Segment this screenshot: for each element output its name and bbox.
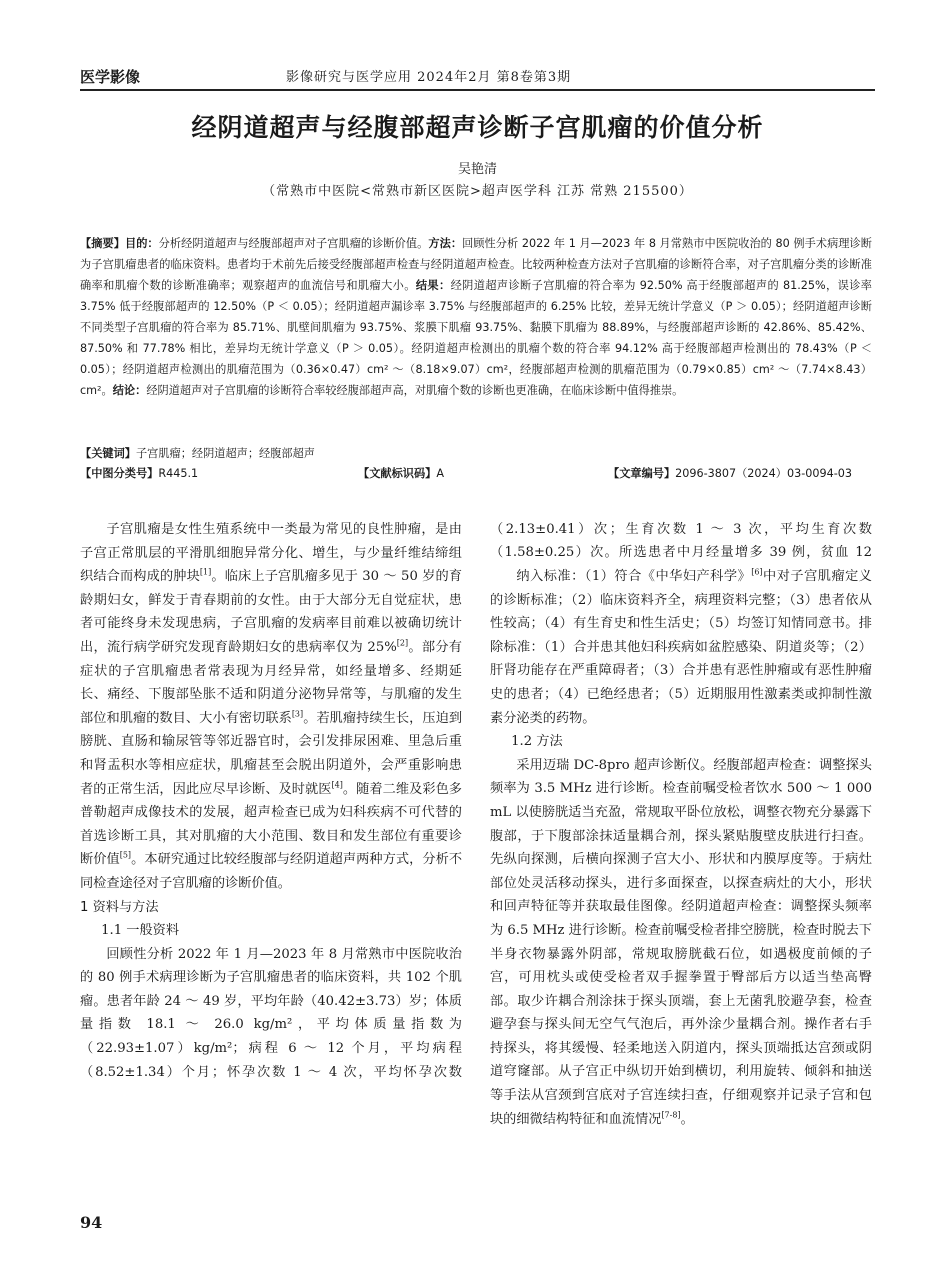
clc-value: R445.1 bbox=[158, 467, 199, 480]
doc-label: 【文献标识码】 bbox=[358, 467, 437, 480]
inclusion-text-1: 纳入标准：（1）符合《中华妇产科学》 bbox=[516, 569, 752, 584]
keywords-text: 子宫肌瘤；经阴道超声；经腹部超声 bbox=[135, 447, 315, 460]
section-label: 医学影像 bbox=[80, 68, 141, 86]
keywords bbox=[80, 443, 872, 464]
section-heading-1: 1 资料与方法 bbox=[80, 899, 159, 915]
abstract bbox=[80, 233, 872, 401]
results-text: 经阴道超声诊断子宫肌瘤的符合率为 92.50% 高于经腹部超声的 81.25%，误诊率 3.75% 低于经腹部超声的 12.50%（P ＜ 0.05）；经阴道超声漏诊率 3.75% 与经腹部超声的 6.25% 比较，差异无统计学意义（P ＞ 0.05）；经阴道超声诊断不同类型子宫肌瘤的符合率为 85.71%、肌壁间肌瘤为 93.75%、浆膜下肌瘤 93.75%、黏膜下肌瘤为 88.89%，与经腹部超声诊断的 42.86%、85.42%、87.50% 和 77.78% 相比，差异均无统计学意义（P ＞ 0.05）。经阴道超声检测出的肌瘤个数的符合率 94.12% 高于经腹部超声检测出的 78.43%（P ＜ 0.05）；经阴道超声检测出的肌瘤范围为（0.36×0.47）cm² ～（8.18×9.07）cm²，经腹部超声检测的肌瘤范围为（0.79×0.85）cm² ～（7.74×8.43）cm²。 bbox=[80, 279, 872, 397]
article-value: 2096-3807（2024）03-0094-03 bbox=[675, 467, 852, 480]
intro-text-3: 。部分有症状的子宫肌瘤患者常表现为月经异常，如经量增多、经期延长、痛经、下腹部坠胀不适和阴道分泌物异常等，与肌瘤的发生部位和肌瘤的数目、大小有密切联系 bbox=[80, 639, 462, 726]
citation-4: [4] bbox=[331, 780, 343, 790]
abstract-label: 【摘要】 bbox=[80, 237, 125, 250]
general-data-continued bbox=[490, 518, 872, 565]
results-label: 结果： bbox=[415, 279, 451, 292]
citation-2: [2] bbox=[396, 638, 409, 648]
article-title: 经阴道超声与经腹部超声诊断子宫肌瘤的价值分析 bbox=[191, 113, 764, 142]
intro-text-4: 。若肌瘤持续生长，压迫到膀胱、直肠和输尿管等邻近器官时，会引发排尿困难、里急后重和肾盂积水等相应症状，肌瘤甚至会脱出阴道外，会严重影响患者的正常生活，因此应尽早诊断、及时就医 bbox=[80, 710, 463, 797]
methods-body-end: 。 bbox=[680, 1111, 694, 1127]
doc-value: A bbox=[436, 467, 444, 480]
methods-label: 方法： bbox=[428, 237, 463, 250]
article-number bbox=[608, 465, 852, 481]
subsection-heading-1-1: 1.1 一般资料 bbox=[101, 923, 180, 939]
author: 吴艳清 bbox=[457, 162, 497, 177]
conclusion-text: 经阴道超声对子宫肌瘤的诊断符合率较经腹部超声高，对肌瘤个数的诊断也更准确，在临床诊断中值得推崇。 bbox=[146, 384, 684, 397]
citation-1: [1] bbox=[199, 567, 212, 577]
clc-code bbox=[80, 465, 198, 481]
objective-label: 目的： bbox=[124, 237, 159, 250]
objective-text: 分析经阴道超声与经腹部超声对子宫肌瘤的诊断价值。 bbox=[158, 237, 429, 250]
criteria-paragraph bbox=[490, 565, 872, 730]
methods-body-text: 采用迈瑞 DC-8pro 超声诊断仪。经腹部超声检查：调整探头频率为 3.5 MHz 进行诊断。检查前嘱受检者饮水 500 ～ 1 000 mL 以使膀胱适当充盈，常规取平卧位放松，调整衣物充分暴露下腹部，于下腹部涂抹适量耦合剂，探头紧贴腹壁皮肤进行扫查。先纵向探测，后横向探测子宫大小、形状和内膜厚度等。于病灶部位处灵活移动探头，进行多面探查，以探查病灶的大小，形状和回声特征等并获取最佳图像。经阴道超声检查：调整探头频率为 6.5 MHz 进行诊断。检查前嘱受检者排空膀胱，检查时脱去下半身衣物暴露外阴部，常规取膀胱截石位，如遇极度前倾的子宫，可用枕头或使受检者双手握拳置于臀部后方以适当垫高臀部。取少许耦合剂涂抹于探头顶端，套上无菌乳胶避孕套，检查避孕套与探头间无空气气泡后，再外涂少量耦合剂。操作者右手持探头，将其缓慢、轻柔地送入阴道内，探头顶端抵达宫颈或阴道穹窿部。从子宫正中纵切开始到横切，利用旋转、倾斜和抽送等手法从宫颈到宫底对子宫连续扫查，仔细观察并记录子宫和包块的细微结构特征和血流情况 bbox=[490, 757, 872, 1127]
methods-text: 回顾性分析 2022 年 1 月—2023 年 8 月常熟市中医院收治的 80 例手术病理诊断为子宫肌瘤患者的临床资料。患者均于术前先后接受经腹部超声检查与经阴道超声检查。比较两种检查方法对子宫肌瘤的诊断符合率，对子宫肌瘤分类的诊断准确率和肌瘤个数的诊断准确率；观察超声的血流信号和肌瘤大小。 bbox=[80, 237, 872, 292]
affiliation: （常熟市中医院<常熟市新区医院>超声医学科 江苏 常熟 215500） bbox=[262, 184, 693, 199]
conclusion-label: 结论： bbox=[112, 384, 147, 397]
methods-paragraph bbox=[490, 754, 872, 1132]
article-meta bbox=[80, 465, 872, 486]
left-column bbox=[80, 518, 462, 1085]
citation-7-8: [7-8] bbox=[661, 1110, 681, 1120]
general-data-paragraph: 回顾性分析 2022 年 1 月—2023 年 8 月常熟市中医院收治的 80 例手术病理诊断为子宫肌瘤患者的临床资料，共 102 个肌瘤。患者年龄 24 ～ 49 岁，平均年龄（40.42±3.73）岁；体质量指数 18.1 ～ 26.0 kg/m²，平均体质量指数为（22.93±1.07）kg/m²；病程 6 ～ 12 个月，平均病程（8.52±1.34）个月；怀孕次数 1 ～ 4 次，平均怀孕次数 bbox=[80, 946, 462, 1080]
clc-label: 【中图分类号】 bbox=[80, 467, 159, 480]
subsection-heading-1-2: 1.2 方法 bbox=[511, 734, 563, 750]
right-column bbox=[490, 518, 872, 1131]
keywords-label: 【关键词】 bbox=[80, 447, 136, 460]
intro-text-5: 。随着二维及彩色多普勒超声成像技术的发展，超声检查已成为妇科疾病不可代替的首选诊断工具，其对肌瘤的大小范围、数目和发生部位有重要诊断价值 bbox=[80, 781, 462, 868]
general-data-continued-text: （2.13±0.41）次；生育次数 1 ～ 3 次，平均生育次数（1.58±0.25）次。所选患者中月经量增多 39 例，贫血 12 bbox=[490, 521, 872, 561]
page-number: 94 bbox=[80, 1213, 103, 1232]
article-label: 【文章编号】 bbox=[608, 467, 676, 480]
intro-paragraph bbox=[80, 518, 462, 896]
header-rule bbox=[80, 89, 875, 91]
doc-code bbox=[358, 465, 444, 481]
journal-info: 影像研究与医学应用 2024年2月 第8卷第3期 bbox=[286, 70, 572, 85]
citation-6: [6] bbox=[751, 567, 763, 577]
running-header bbox=[80, 64, 875, 88]
citation-3: [3] bbox=[291, 709, 304, 719]
intro-text-1: 子宫肌瘤是女性生殖系统中一类最为常见的良性肿瘤，是由子宫正常肌层的平滑肌细胞异常分化、增生，与少量纤维结缔组织结合而构成的肿块 bbox=[80, 522, 462, 585]
intro-text-6: 。本研究通过比较经腹部与经阴道超声两种方式，分析不同检查途径对子宫肌瘤的诊断价值。 bbox=[80, 852, 463, 891]
inclusion-text-2: 中对子宫肌瘤定义的诊断标准；（2）临床资料齐全，病理资料完整；（3）患者依从性较高；（4）有生育史和性生活史；（5）均签订知情同意书。排除标准：（1）合并患其他妇科疾病如盆腔感染、阴道炎等；（2）肝肾功能存在严重障碍者；（3）合并患有恶性肿瘤或有恶性肿瘤史的患者；（4）已绝经患者；（5）近期服用性激素类或抑制性激素分泌类的药物。 bbox=[490, 569, 872, 726]
intro-text-2: 。临床上子宫肌瘤多见于 30 ～ 50 岁的育龄期妇女，鲜发于青春期前的女性。由于大部分无自觉症状，患者可能终身未发现患病，子宫肌瘤的发病率目前难以被确切统计出，流行病学研究发现育龄期妇女的患病率仅为 25% bbox=[80, 569, 463, 655]
citation-5: [5] bbox=[119, 850, 132, 860]
